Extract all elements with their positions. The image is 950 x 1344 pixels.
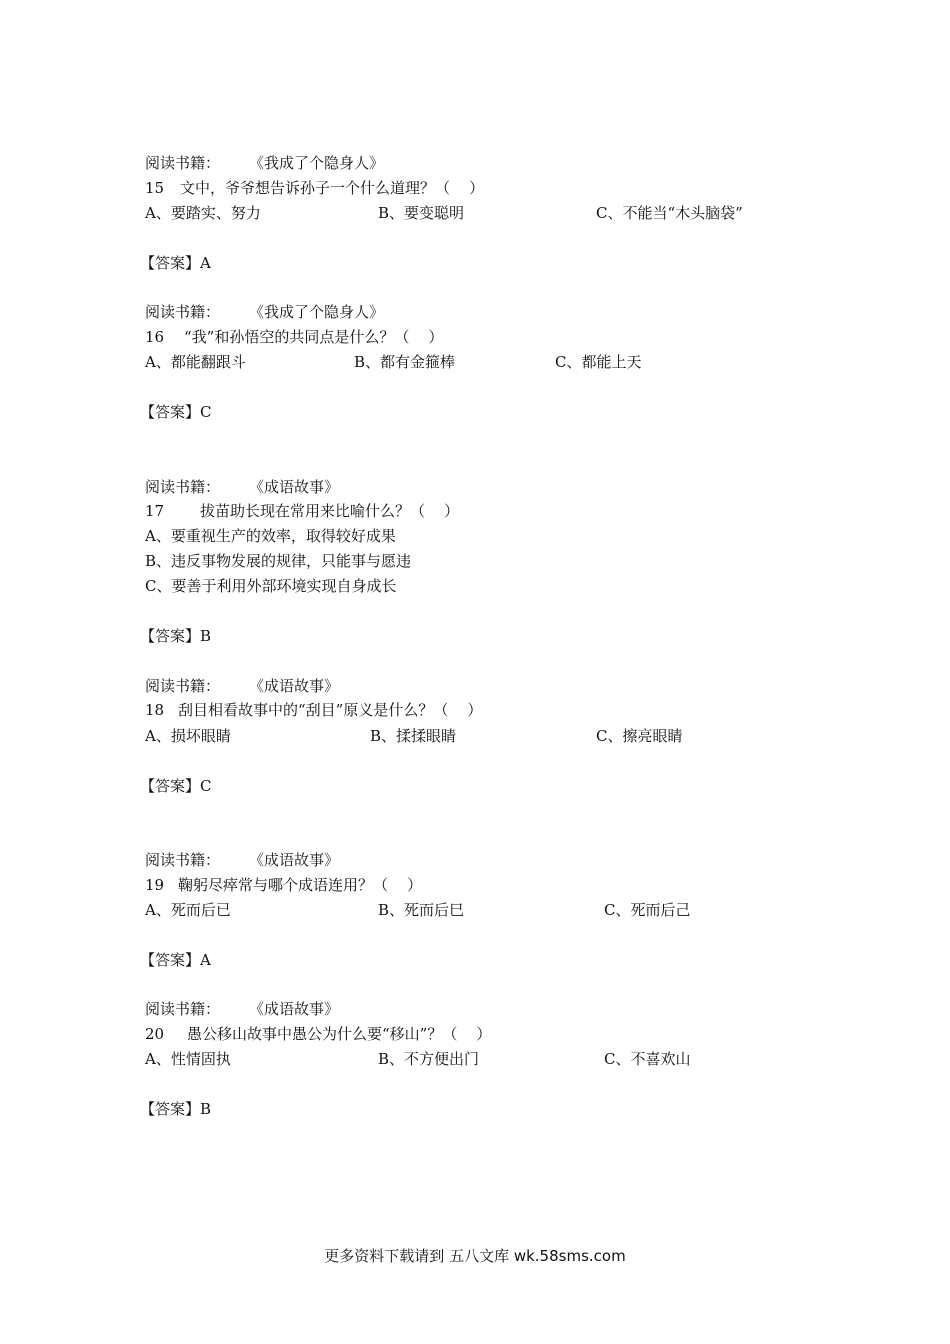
question-text: 文中，爷爷想告诉孙子一个什么道理？（ ） [180, 179, 485, 197]
option-b: B、违反事物发展的规律，只能事与愿违 [145, 552, 412, 570]
option-a: A、性情固执 [145, 1050, 231, 1068]
option-a: A、都能翻跟斗 [145, 353, 246, 371]
question-text: 拔苗助长现在常用来比喻什么？（ ） [200, 502, 460, 520]
option-b: B、揉揉眼睛 [370, 727, 457, 745]
question-text: 鞠躬尽瘁常与哪个成语连用？（ ） [178, 876, 423, 894]
footer-link[interactable]: 更多资料下载请到 五八文库 wk.58sms.com [324, 1247, 626, 1265]
option-a: A、要踏实、努力 [145, 204, 261, 222]
book-label: 阅读书籍： [145, 303, 221, 321]
option-b: B、死而后巳 [378, 901, 465, 919]
option-c: C、不能当“木头脑袋” [596, 204, 743, 222]
question-number: 20 [145, 1025, 165, 1043]
book-label: 阅读书籍： [145, 677, 221, 695]
question-number: 18 [145, 701, 165, 719]
question-number: 19 [145, 876, 165, 894]
answer: 【答案】C [140, 777, 212, 795]
book-title: 《成语故事》 [249, 851, 340, 869]
question-text: “我”和孙悟空的共同点是什么？（ ） [184, 328, 444, 346]
book-title: 《我成了个隐身人》 [249, 154, 385, 172]
book-label: 阅读书籍： [145, 154, 221, 172]
option-c: C、要善于利用外部环境实现自身成长 [145, 577, 397, 595]
book-title: 《成语故事》 [249, 677, 340, 695]
option-c: C、擦亮眼睛 [596, 727, 683, 745]
answer: 【答案】A [140, 951, 211, 969]
option-b: B、不方便出门 [378, 1050, 480, 1068]
book-title: 《我成了个隐身人》 [249, 303, 385, 321]
question-number: 16 [145, 328, 165, 346]
book-label: 阅读书籍： [145, 851, 221, 869]
book-title: 《成语故事》 [249, 478, 340, 496]
option-c: C、不喜欢山 [604, 1050, 691, 1068]
option-c: C、死而后己 [604, 901, 691, 919]
book-label: 阅读书籍： [145, 1000, 221, 1018]
option-a: A、要重视生产的效率，取得较好成果 [145, 527, 396, 545]
book-label: 阅读书籍： [145, 478, 221, 496]
question-number: 15 [145, 179, 165, 197]
option-a: A、损坏眼睛 [145, 727, 231, 745]
question-text: 刮目相看故事中的“刮目”原义是什么？（ ） [178, 701, 483, 719]
answer: 【答案】B [140, 627, 212, 645]
option-c: C、都能上天 [555, 353, 642, 371]
question-number: 17 [145, 502, 165, 520]
option-b: B、要变聪明 [378, 204, 465, 222]
book-title: 《成语故事》 [249, 1000, 340, 1018]
answer: 【答案】C [140, 403, 212, 421]
option-a: A、死而后已 [145, 901, 231, 919]
answer: 【答案】A [140, 254, 211, 272]
answer: 【答案】B [140, 1100, 212, 1118]
question-text: 愚公移山故事中愚公为什么要“移山”？（ ） [187, 1025, 492, 1043]
option-b: B、都有金箍棒 [354, 353, 456, 371]
